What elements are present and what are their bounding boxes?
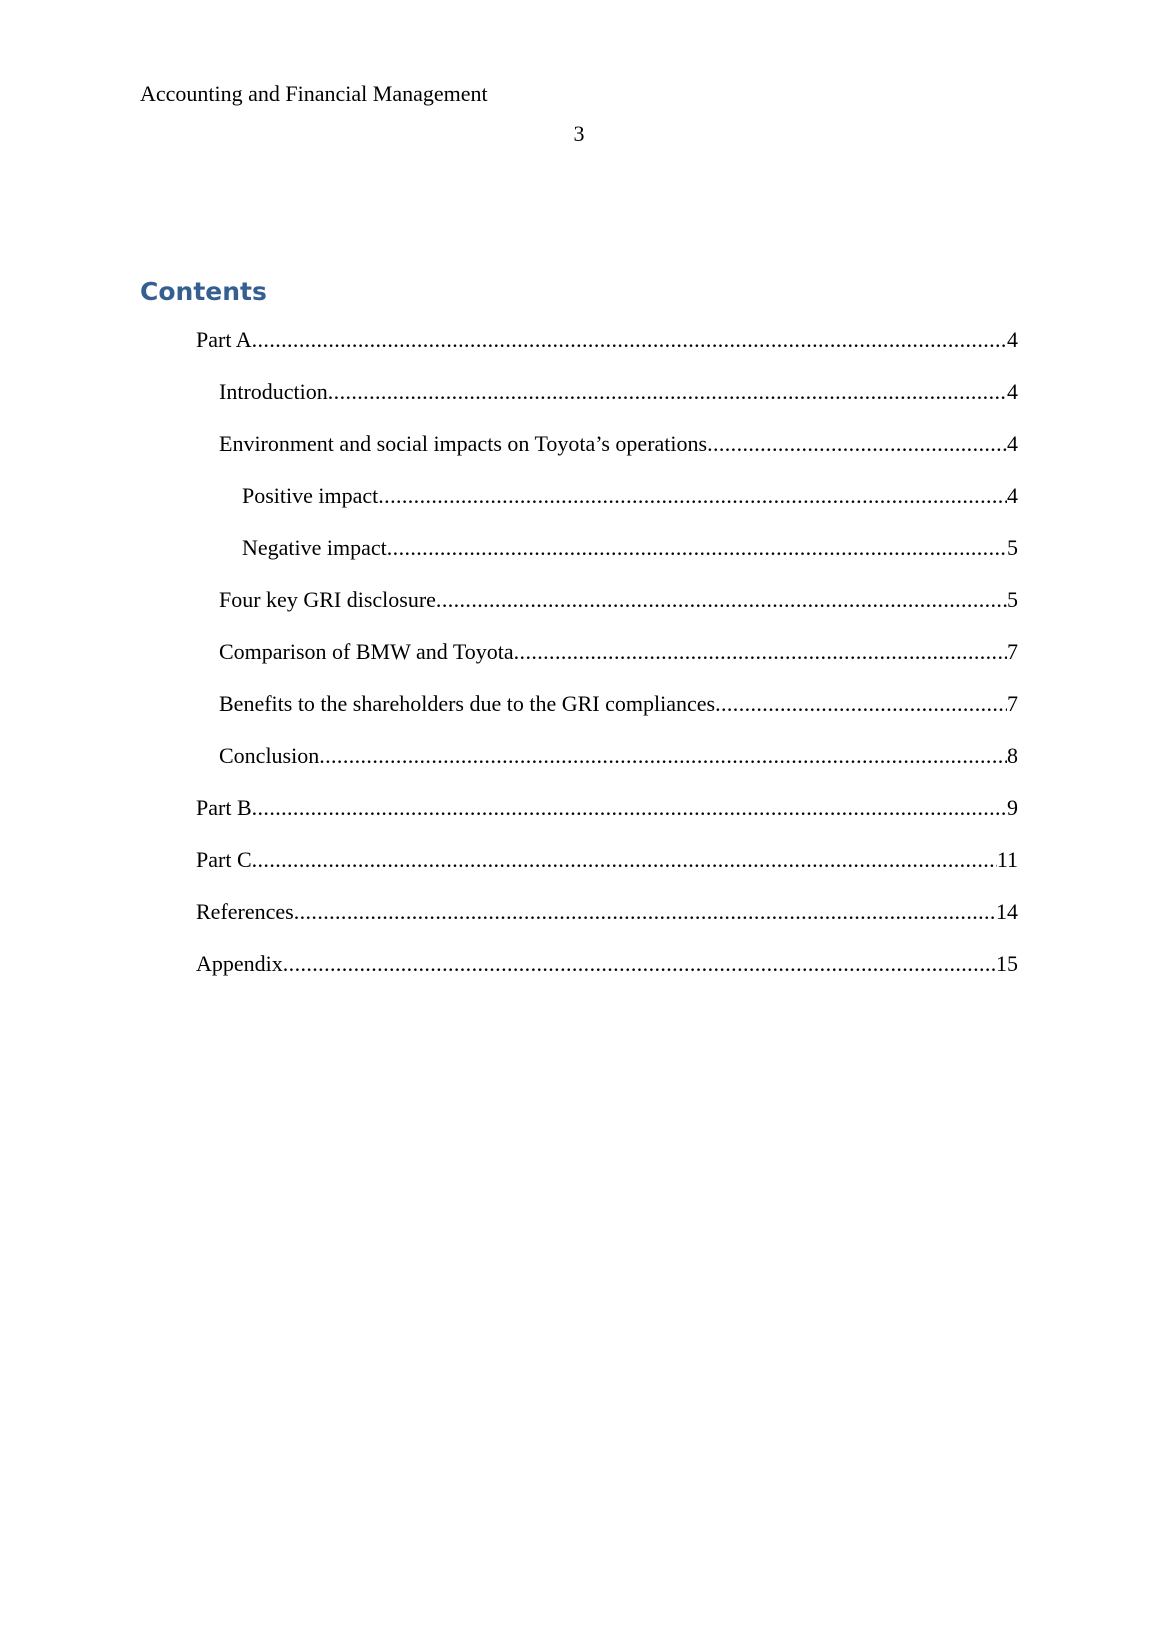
toc-dot-leader [387, 534, 1007, 562]
toc-dot-leader [514, 638, 1007, 666]
toc-entry-comparison-bmw-toyota[interactable] [0, 638, 1158, 690]
toc-entry-title: Four key GRI disclosure [219, 587, 436, 612]
toc-entry-page: 7 [1007, 691, 1018, 716]
toc-dot-leader [294, 898, 996, 926]
page-number: 3 [573, 121, 585, 146]
toc-entry-appendix[interactable] [0, 950, 1158, 1002]
toc-dot-leader [436, 586, 1007, 614]
toc-dot-leader [283, 950, 996, 978]
toc-dot-leader [252, 846, 997, 874]
toc-dot-leader [715, 690, 1007, 718]
toc-entry-title: Appendix [196, 951, 283, 976]
toc-dot-leader [378, 482, 1007, 510]
toc-entry-title: Benefits to the shareholders due to the GRI compliances [219, 691, 716, 716]
toc-entry-page: 4 [1007, 431, 1018, 456]
toc-entry-title: References [196, 899, 294, 924]
toc-entry-positive-impact[interactable] [0, 482, 1158, 534]
toc-entry-conclusion[interactable] [0, 742, 1158, 794]
toc-dot-leader [319, 742, 1007, 770]
toc-entry-part-a[interactable] [0, 326, 1158, 378]
toc-entry-page: 8 [1007, 743, 1018, 768]
toc-entry-page: 5 [1007, 587, 1018, 612]
toc-entry-page: 5 [1007, 535, 1018, 560]
toc-entry-negative-impact[interactable] [0, 534, 1158, 586]
toc-entry-title: Part B [196, 795, 252, 820]
toc-entry-title: Environment and social impacts on Toyota’s operations [219, 431, 708, 456]
toc-entry-page: 4 [1007, 379, 1018, 404]
toc-entry-title: Positive impact [242, 483, 379, 508]
toc-entry-title: Introduction [219, 379, 328, 404]
toc-entry-title: Part C [196, 847, 252, 872]
toc-entry-title: Negative impact [242, 535, 387, 560]
toc-entry-title: Comparison of BMW and Toyota [219, 639, 514, 664]
running-header: Accounting and Financial Management [140, 81, 488, 106]
toc-entry-gri-disclosure[interactable] [0, 586, 1158, 638]
toc-dot-leader [252, 326, 1007, 354]
toc-entry-title: Part A [196, 327, 252, 352]
table-of-contents [0, 326, 1158, 1002]
toc-entry-page: 7 [1007, 639, 1018, 664]
toc-entry-references[interactable] [0, 898, 1158, 950]
toc-entry-page: 9 [1007, 795, 1018, 820]
toc-dot-leader [252, 794, 1007, 822]
toc-entry-page: 4 [1007, 483, 1018, 508]
toc-entry-title: Conclusion [219, 743, 320, 768]
toc-entry-page: 15 [996, 951, 1018, 976]
toc-entry-shareholder-benefits[interactable] [0, 690, 1158, 742]
toc-entry-part-c[interactable] [0, 846, 1158, 898]
toc-entry-page: 11 [996, 847, 1018, 872]
contents-heading: Contents [140, 277, 267, 306]
toc-entry-environment-social-impacts[interactable] [0, 430, 1158, 482]
toc-dot-leader [707, 430, 1007, 458]
toc-entry-page: 14 [996, 899, 1018, 924]
toc-entry-part-b[interactable] [0, 794, 1158, 846]
toc-dot-leader [328, 378, 1007, 406]
toc-entry-page: 4 [1007, 327, 1018, 352]
toc-entry-introduction[interactable] [0, 378, 1158, 430]
